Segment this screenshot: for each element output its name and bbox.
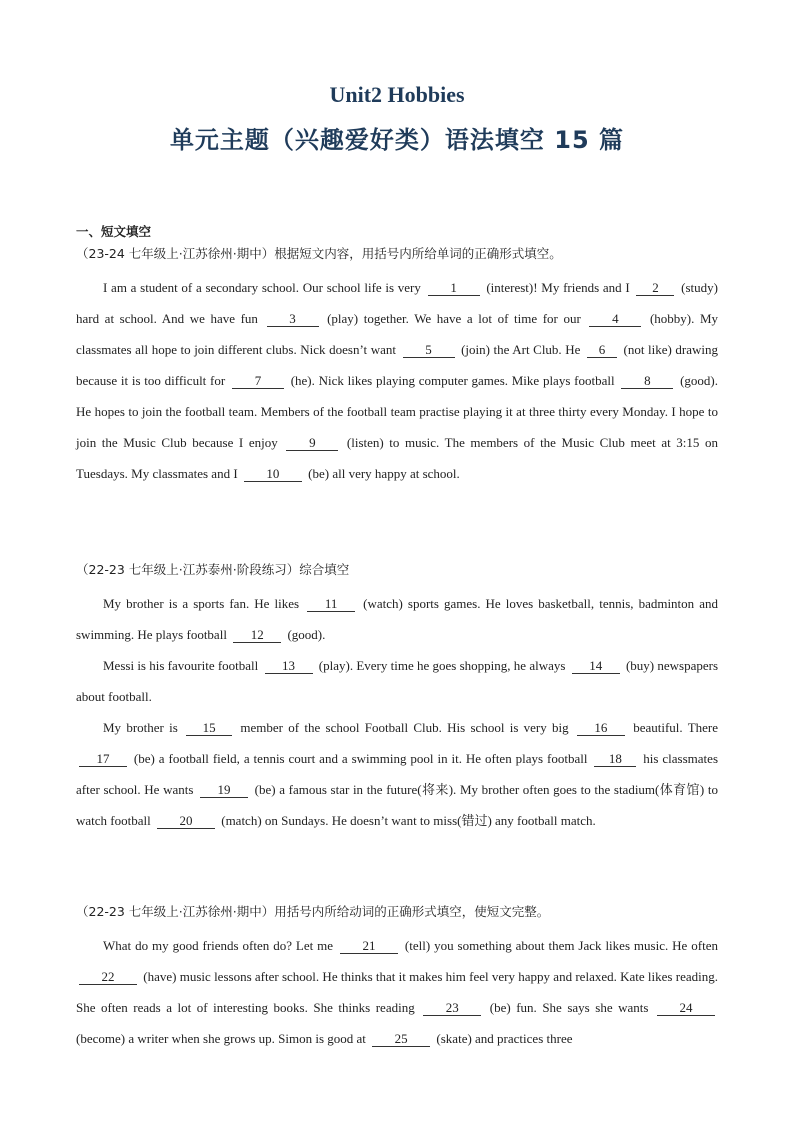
page-title-chinese: 单元主题（兴趣爱好类）语法填空 15 篇 <box>169 126 625 154</box>
passage-paragraph <box>76 930 718 1054</box>
paragraph-text: (not like) drawing because it is too difficult for <box>76 342 718 388</box>
answer-blank-10[interactable]: 10 <box>244 467 302 482</box>
paragraph-text: (buy) newspapers about football. <box>76 658 719 704</box>
answer-blank-8[interactable]: 8 <box>621 374 673 389</box>
paragraph-text: (listen) to music. The members of the Music Club meet at 3:15 on Tuesdays. My classmates and I <box>76 435 718 481</box>
paragraph-text: (watch) sports games. He loves basketball, tennis, badminton and swimming. He plays football <box>76 596 718 642</box>
paragraph-text: (good). <box>284 627 326 642</box>
passage-paragraph <box>76 272 718 489</box>
answer-blank-13[interactable]: 13 <box>265 659 313 674</box>
paragraph-text: (tell) you something about them Jack likes music. He often <box>400 938 718 953</box>
paragraph-text: What do my good friends often do? Let me <box>103 938 337 953</box>
answer-blank-5[interactable]: 5 <box>403 343 455 358</box>
answer-blank-12[interactable]: 12 <box>233 628 281 643</box>
paragraph-text: Messi is his favourite football <box>103 658 262 673</box>
answer-blank-15[interactable]: 15 <box>186 721 232 736</box>
passage-paragraph <box>76 650 718 712</box>
answer-blank-9[interactable]: 9 <box>286 436 338 451</box>
paragraph-text: I am a student of a secondary school. Our school life is very <box>103 280 425 295</box>
answer-blank-4[interactable]: 4 <box>589 312 641 327</box>
answer-blank-3[interactable]: 3 <box>267 312 319 327</box>
answer-blank-24[interactable]: 24 <box>657 1001 715 1016</box>
answer-blank-11[interactable]: 11 <box>307 597 355 612</box>
paragraph-text: (hobby). My classmates all hope to join different clubs. Nick doesn’t want <box>76 311 719 357</box>
paragraph-text: (be) a famous star in the future(将来). My brother often goes to the stadium(体育馆) to watch football <box>76 782 718 828</box>
answer-blank-18[interactable]: 18 <box>594 752 636 767</box>
paragraph-text: member of the school Football Club. His school is very big <box>235 720 574 735</box>
paragraph-text: (study) hard at school. And we have fun <box>76 280 718 326</box>
paragraph-text: (match) on Sundays. He doesn’t want to miss(错过) any football match. <box>217 813 596 828</box>
passage-3 <box>76 902 718 1054</box>
paragraph-text: (play) together. We have a lot of time for our <box>321 311 587 326</box>
paragraph-text: (he). Nick likes playing computer games. Mike plays football <box>286 373 619 388</box>
answer-blank-14[interactable]: 14 <box>572 659 620 674</box>
paragraph-text: (have) music lessons after school. He thinks that it makes him feel very happy and relaxed. Kate likes reading. She often reads a lot of interesting books. She thinks reading <box>76 969 718 1015</box>
answer-blank-21[interactable]: 21 <box>340 939 398 954</box>
paragraph-text: (be) all very happy at school. <box>304 466 460 481</box>
paragraph-text: beautiful. There <box>627 720 719 735</box>
paragraph-text: (interest)! My friends and I <box>482 280 634 295</box>
answer-blank-20[interactable]: 20 <box>157 814 215 829</box>
answer-blank-19[interactable]: 19 <box>200 783 248 798</box>
paragraph-text: (be) a football field, a tennis court and a swimming pool in it. He often plays football <box>130 751 592 766</box>
answer-blank-7[interactable]: 7 <box>232 374 284 389</box>
passage-2 <box>76 560 718 836</box>
passage-source: （23-24 七年级上·江苏徐州·期中）根据短文内容，用括号内所给单词的正确形式填空。 <box>76 246 562 261</box>
answer-blank-23[interactable]: 23 <box>423 1001 481 1016</box>
passage-paragraph <box>76 712 718 836</box>
answer-blank-6[interactable]: 6 <box>587 343 617 358</box>
paragraph-text: his classmates after school. He wants <box>76 751 718 797</box>
answer-blank-16[interactable]: 16 <box>577 721 625 736</box>
answer-blank-1[interactable]: 1 <box>428 281 480 296</box>
answer-blank-25[interactable]: 25 <box>372 1032 430 1047</box>
passage-1 <box>76 244 718 489</box>
paragraph-text: (become) a writer when she grows up. Simon is good at <box>76 1031 370 1046</box>
paragraph-text: (play). Every time he goes shopping, he always <box>315 658 569 673</box>
paragraph-text: (good). He hopes to join the football team. Members of the football team practise playing it at three thirty every Monday. I hope to join the Music Club because I enjoy <box>76 373 718 450</box>
answer-blank-2[interactable]: 2 <box>636 281 674 296</box>
section-heading: 一、短文填空 <box>76 224 152 239</box>
answer-blank-22[interactable]: 22 <box>79 970 137 985</box>
paragraph-text: (join) the Art Club. He <box>457 342 584 357</box>
passage-source: （22-23 七年级上·江苏徐州·期中）用括号内所给动词的正确形式填空，使短文完整。 <box>76 904 550 919</box>
passage-source: （22-23 七年级上·江苏泰州·阶段练习）综合填空 <box>76 562 350 577</box>
paragraph-text: (skate) and practices three <box>433 1031 573 1046</box>
page-title-english: Unit2 Hobbies <box>329 82 465 107</box>
paragraph-text: (be) fun. She says she wants <box>484 1000 654 1015</box>
paragraph-text: My brother is a sports fan. He likes <box>103 596 305 611</box>
answer-blank-17[interactable]: 17 <box>79 752 127 767</box>
passage-paragraph <box>76 588 718 650</box>
paragraph-text: My brother is <box>103 720 184 735</box>
